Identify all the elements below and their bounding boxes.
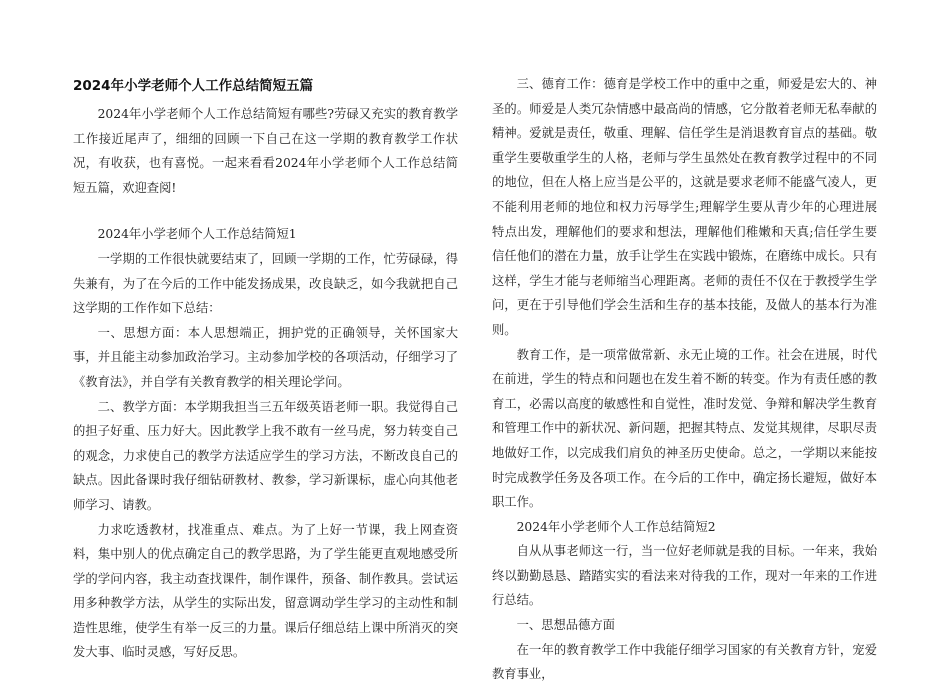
subsection-heading: 一、思想品德方面	[516, 618, 615, 633]
paragraph: 在一年的教育教学工作中我能仔细学习国家的有关教育方针，宠爱教育事业，	[492, 642, 877, 682]
paragraph: 自从从事老师这一行，当一位好老师就是我的目标。一年来，我始终以勤勤恳恳、踏踏实实的看法来对待我的工作，现对一年来的工作进行总结。	[492, 544, 877, 608]
paragraph: 一、思想方面：本人思想端正，拥护党的正确领导，关怀国家大事，并且能主动参加政治学习。主动参加学校的各项活动，仔细学习了《教育法》，并自学有关教育教学的相关理论学问。	[73, 325, 458, 389]
section-heading-2: 2024年小学老师个人工作总结简短2	[516, 519, 716, 534]
paragraph: 二、教学方面：本学期我担当三五年级英语老师一职。我觉得自己的担子好重、压力好大。因此教学上我不敢有一丝马虎，努力转变自己的观念，力求使自己的教学方法适应学生的学习方法，不断改良自己的缺点。因此备课时我仔细钻研教材、教参，学习新课标，虚心向其他老师学习、请教。	[73, 399, 458, 512]
paragraph: 力求吃透教材，找准重点、难点。为了上好一节课，我上网查资料，集中别人的优点确定自己的教学思路，为了学生能更直观地感受所学的学问内容，我主动查找课件，制作课件，预备、制作教具。尝试运用多种教学方法，从学生的实际出发，留意调动学生学习的主动性和制造性思维，使学生有举一反三的力量。课后仔细总结上课中所消灭的突发大事、临时灵感，写好反思。	[73, 522, 458, 660]
paragraph: 三、德育工作：德育是学校工作中的重中之重，师爱是宏大的、神圣的。师爱是人类冗杂情感中最高尚的情感，它分散着老师无私奉献的精神。爱就是责任，敬重、理解、信任学生是消退教育盲点的基础。敬重学生要敬重学生的人格，老师与学生虽然处在教育教学过程中的不同的地位，但在人格上应当是公平的，这就是要求老师不能盛气凌人，更不能利用老师的地位和权力污辱学生;理解学生要从青少年的心理进展特点出发，理解他们的要求和想法，理解他们稚嫩和天真;信任学生要信任他们的潜在力量，放手让学生在实践中锻炼，在磨练中成长。只有这样，学生才能与老师缩当心理距离。老师的责任不仅在于教授学生学问，更在于引导他们学会生活和生存的基本技能，及做人的基本行为准则。	[492, 77, 877, 337]
paragraph: 教育工作，是一项常做常新、永无止境的工作。社会在进展，时代在前进，学生的特点和问题也在发生着不断的转变。作为有责任感的教育工，必需以高度的敏感性和自觉性，准时发觉、争辩和解决学生教育和管理工作中的新状况、新问题，把握其特点、发觉其规律，尽职尽责地做好工作，以完成我们肩负的神圣历史使命。总之，一学期以来能按时完成教学任务及各项工作。在今后的工作中，确定扬长避短，做好本职工作。	[492, 347, 877, 510]
right-column	[492, 72, 877, 687]
section-heading-1: 2024年小学老师个人工作总结简短1	[97, 227, 297, 242]
intro-paragraph: 2024年小学老师个人工作总结简短有哪些?劳碌又充实的教育教学工作接近尾声了，细细的回顾一下自己在这一学期的教育教学工作状况，有收获，也有喜悦。一起来看看2024年小学老师个人工作总结简短五篇，欢迎查阅!	[73, 107, 458, 195]
paragraph: 一学期的工作很快就要结束了，回顾一学期的工作，忙劳碌碌，得失兼有，为了在今后的工作中能发扬成果，改良缺乏，如今我就把自己这学期的工作作如下总结：	[73, 251, 458, 316]
document-title: 2024年小学老师个人工作总结简短五篇	[73, 78, 314, 94]
left-column	[73, 72, 458, 665]
